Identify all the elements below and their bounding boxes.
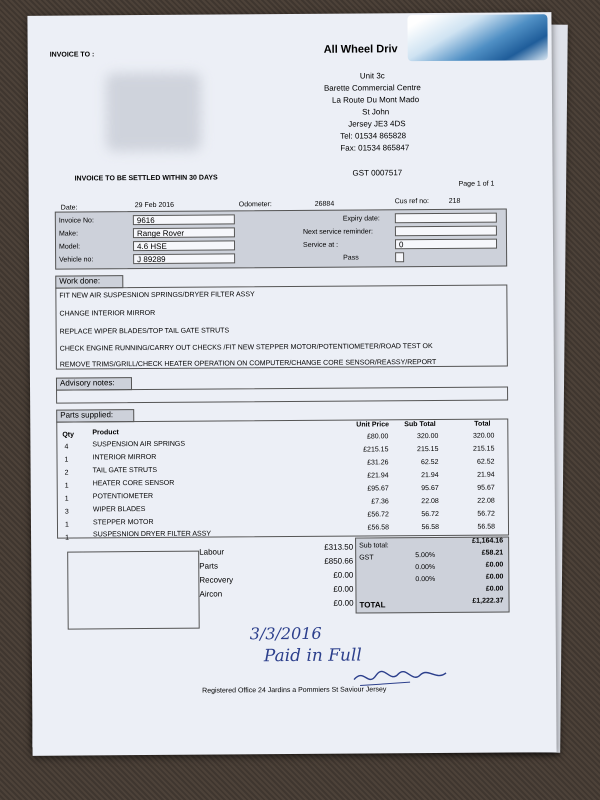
work-line: REPLACE WIPER BLADES/TOP TAIL GATE STRUTS <box>59 327 230 336</box>
parts-row: 1 HEATER CORE SENSOR £21.94 21.94 21.94 <box>64 471 495 490</box>
handwritten-note: Paid in Full <box>263 645 362 667</box>
value-4: £0.00 <box>485 573 504 581</box>
parts-label: Parts <box>199 561 218 571</box>
expiry-label: Expiry date: <box>342 215 380 223</box>
value-3: £0.00 <box>485 561 504 569</box>
col-product-header: Product <box>92 429 119 437</box>
cus-ref-label: Cus ref no: <box>394 198 430 206</box>
odometer-value: 26884 <box>314 200 335 208</box>
parts-row: 1 POTENTIOMETER £95.67 95.67 95.67 <box>64 484 495 503</box>
address-line: Jersey JE3 4DS <box>348 119 406 129</box>
address-line: La Route Du Mont Mado <box>331 95 420 105</box>
parts-row: 1 INTERIOR MIRROR £215.15 215.15 215.15 <box>64 445 495 464</box>
gst-label: GST <box>359 554 374 562</box>
address-line: Barette Commercial Centre <box>323 83 421 93</box>
address-line: Unit 3c <box>359 71 385 81</box>
reminder-field <box>395 226 497 237</box>
subtotal-value: £1,164.16 <box>471 537 504 545</box>
gst-value: £58.21 <box>481 549 504 557</box>
odometer-label: Odometer: <box>238 201 272 209</box>
reminder-label: Next service reminder: <box>302 228 373 236</box>
vehicle-label: Vehicle no: <box>59 256 94 264</box>
pass-checkbox <box>395 252 404 262</box>
work-line: CHANGE INTERIOR MIRROR <box>59 309 156 318</box>
value-5: £0.00 <box>485 585 504 593</box>
work-line: REMOVE TRIMS/GRILL/CHECK HEATER OPERATION ON COMPUTER/CHANGE CORE SENSOR/REASSY/REPORT <box>59 358 437 369</box>
company-name: All Wheel Driv <box>323 43 398 56</box>
advisory-title: Advisory notes: <box>59 378 115 388</box>
vehicle-field: J 89289 <box>133 253 235 264</box>
parts-row: 3 WIPER BLADES £7.36 22.08 22.08 <box>64 497 495 516</box>
col-qty-header: Qty <box>62 431 75 439</box>
recovery-label: Recovery <box>199 575 234 585</box>
rate-3: 0.00% <box>415 564 436 572</box>
invoice-no-label: Invoice No: <box>58 217 94 225</box>
make-field: Range Rover <box>133 227 235 238</box>
work-line: FIT NEW AIR SUSPESNION SPRINGS/DRYER FILTER ASSY <box>59 291 255 300</box>
cus-ref-value: 218 <box>448 197 461 205</box>
invoice-sheet <box>27 12 556 756</box>
make-label: Make: <box>58 230 79 238</box>
service-at-field: 0 <box>395 239 497 250</box>
total-label: TOTAL <box>359 600 386 610</box>
parts-row: 4 SUSPENSION AIR SPRINGS £80.00 320.00 320.00 <box>64 432 495 451</box>
col-unit-header: Unit Price <box>356 421 389 429</box>
invoice-to-label: INVOICE TO : <box>49 51 95 59</box>
parts-title: Parts supplied: <box>60 410 114 420</box>
other-charge-value: £0.00 <box>333 598 354 608</box>
aircon-label: Aircon <box>199 589 223 599</box>
parts-row: 2 TAIL GATE STRUTS £31.26 62.52 62.52 <box>64 458 495 477</box>
expiry-field <box>395 213 497 224</box>
rate-4: 0.00% <box>415 576 436 584</box>
parts-row: 1 SUSPESNION DRYER FILTER ASSY £56.58 56.58 56.58 <box>65 523 496 542</box>
address-line: St John <box>362 107 390 117</box>
gst-rate: 5.00% <box>415 552 436 560</box>
work-line: CHECK ENGINE RUNNING/CARRY OUT CHECKS /FIT NEW STEPPER MOTOR/POTENTIOMETER/ROAD TEST OK <box>59 343 433 353</box>
gst-number: GST 0007517 <box>352 168 403 178</box>
handwritten-date: 3/3/2016 <box>249 623 322 644</box>
page-number: Page 1 of 1 <box>458 180 495 188</box>
labour-value: £313.50 <box>324 542 354 552</box>
subtotal-label: Sub total: <box>359 542 389 550</box>
pass-label: Pass <box>343 254 359 262</box>
footer-registered-office: Registered Office 24 Jardins a Pommiers St Saviour Jersey <box>202 686 387 695</box>
service-at-label: Service at : <box>303 241 339 249</box>
total-value: £1,222.37 <box>472 597 504 605</box>
date-label: Date: <box>60 204 78 212</box>
parts-row: 1 STEPPER MOTOR £56.72 56.72 56.72 <box>64 510 495 529</box>
col-sub-header: Sub Total <box>404 420 436 429</box>
advisory-box <box>56 386 508 403</box>
recovery-value: £0.00 <box>333 570 354 580</box>
work-done-title: Work done: <box>59 276 101 286</box>
col-total-header: Total <box>474 420 491 428</box>
model-label: Model: <box>59 243 81 251</box>
redacted-customer-address <box>106 73 202 152</box>
date-value: 29 Feb 2016 <box>134 201 175 210</box>
notes-box <box>67 551 200 630</box>
labour-label: Labour <box>199 547 225 557</box>
model-field: 4.6 HSE <box>133 240 235 251</box>
parts-value: £850.66 <box>324 556 354 566</box>
settle-notice: INVOICE TO BE SETTLED WITHIN 30 DAYS <box>74 174 218 183</box>
aircon-value: £0.00 <box>333 584 354 594</box>
invoice-no-field: 9616 <box>133 214 235 225</box>
address-line: Fax: 01534 865847 <box>340 143 410 153</box>
company-logo <box>407 14 547 61</box>
address-line: Tel: 01534 865828 <box>340 131 407 141</box>
